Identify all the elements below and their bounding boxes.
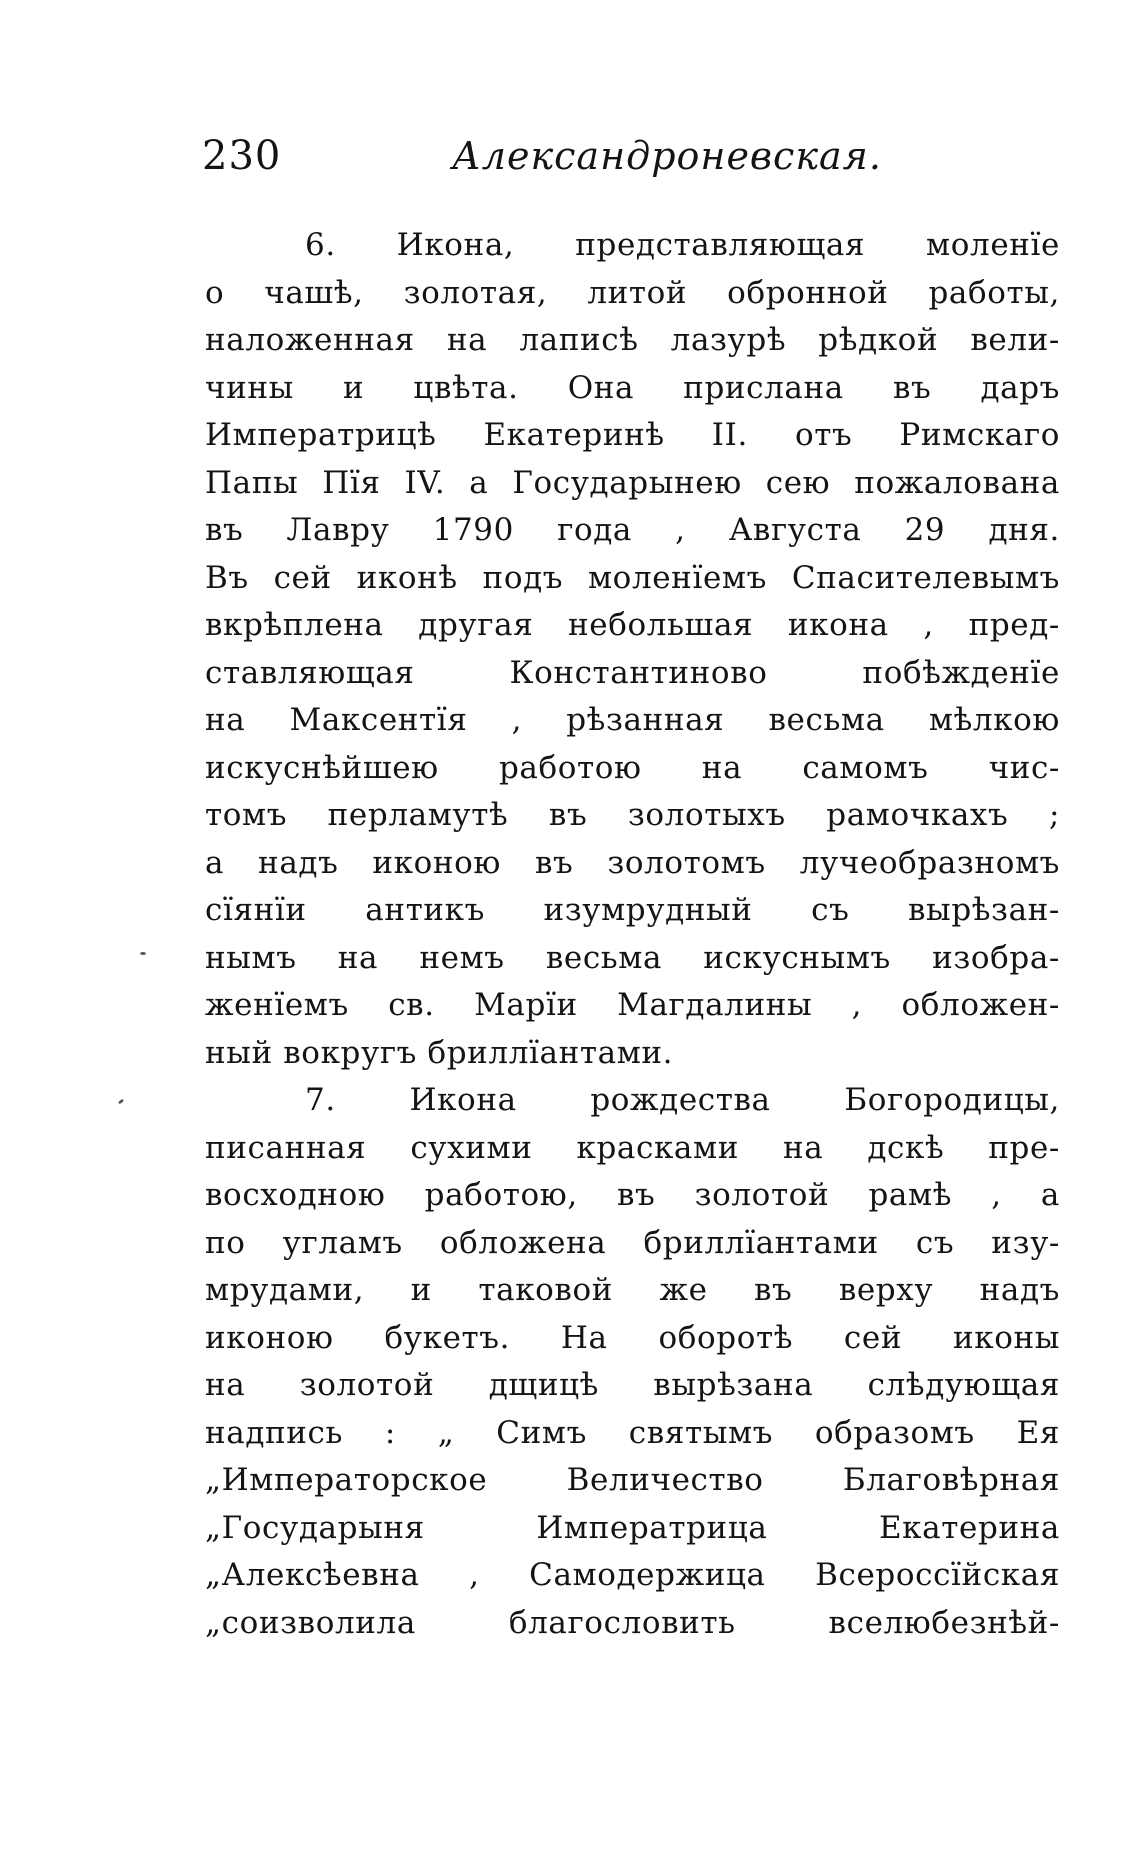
body-text — [205, 222, 1060, 1647]
text-line: на золотой дщицѣ вырѣзана слѣдующая — [205, 1367, 1060, 1403]
text-line: 7. Икона рождества Богородицы, — [305, 1082, 1060, 1118]
text-line: „соизволила благословить вселюбезнѣй- — [205, 1604, 1060, 1641]
text-line: „Алексѣевна , Самодержица Всероссїйская — [205, 1557, 1060, 1593]
ink-speck — [118, 1098, 125, 1104]
text-line: по угламъ обложена бриллїантами съ изу- — [205, 1224, 1060, 1261]
text-line: женїемъ св. Марїи Магдалины , обложен- — [205, 987, 1060, 1023]
text-line: о чашѣ, золотая, литой обронной работы, — [205, 274, 1060, 311]
text-line: искуснѣйшею работою на самомъ чис- — [205, 749, 1060, 786]
page-number: 230 — [202, 133, 282, 179]
text-line: иконою букетъ. На оборотѣ сей иконы — [205, 1319, 1060, 1356]
running-title: Александроневская. — [452, 134, 882, 178]
text-line: 6. Икона, представляющая моленїе — [305, 227, 1060, 263]
text-line: писанная сухими красками на дскѣ пре- — [205, 1129, 1060, 1166]
text-line: „Государыня Императрица Екатерина — [205, 1509, 1060, 1546]
text-line: на Максентїя , рѣзанная весьма мѣлкою — [205, 702, 1060, 738]
text-line: томъ перламутѣ въ золотыхъ рамочкахъ ; — [205, 797, 1060, 833]
text-line: Въ сей иконѣ подъ моленїемъ Спасителевымъ — [205, 559, 1060, 596]
ink-speck — [140, 952, 146, 955]
page-header — [202, 130, 902, 190]
text-line: ный вокругъ бриллїантами. — [205, 1034, 674, 1071]
text-line: нымъ на немъ весьма искуснымъ изобра- — [205, 939, 1060, 976]
text-line: „Императорское Величество Благовѣрная — [205, 1462, 1060, 1498]
text-line: мрудами, и таковой же въ верху надъ — [205, 1272, 1060, 1308]
text-line: сїянїи антикъ изумрудный съ вырѣзан- — [205, 892, 1060, 928]
text-line: Папы Пїя IV. а Государынею сею пожалована — [205, 464, 1060, 501]
text-line: Императрицѣ Екатеринѣ II. отъ Римскаго — [205, 417, 1060, 453]
text-line: наложенная на лаписѣ лазурѣ рѣдкой вели- — [205, 322, 1060, 358]
text-line: а надъ иконою въ золотомъ лучеобразномъ — [205, 844, 1060, 881]
text-line: ставляющая Константиново побѣжденїе — [205, 654, 1060, 691]
text-line: восходною работою, въ золотой рамѣ , а — [205, 1177, 1060, 1213]
text-line: надпись : „ Симъ святымъ образомъ Ея — [205, 1414, 1060, 1451]
text-line: чины и цвѣта. Она прислана въ даръ — [205, 369, 1060, 406]
text-line: вкрѣплена другая небольшая икона , пред- — [205, 607, 1060, 643]
text-line: въ Лавру 1790 года , Августа 29 дня. — [205, 512, 1060, 548]
